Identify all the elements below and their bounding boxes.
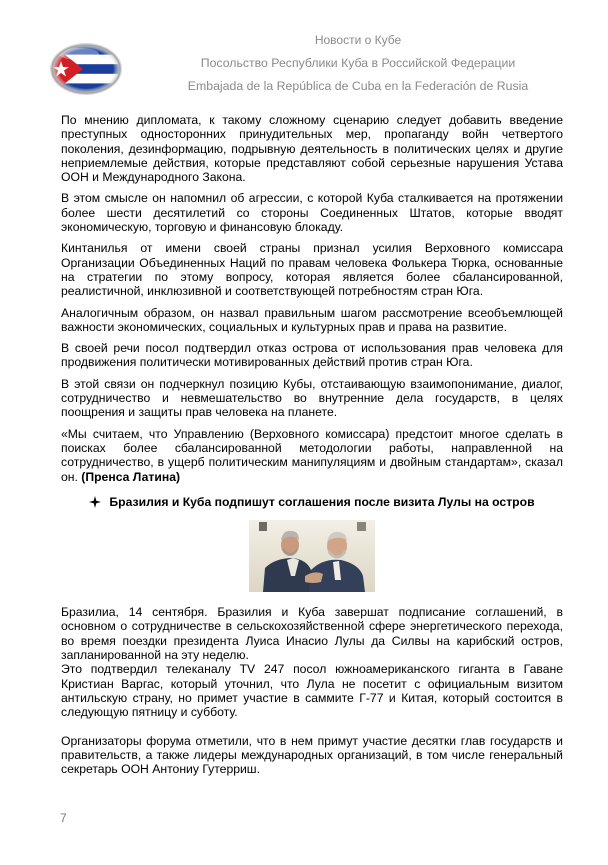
news-photo — [249, 520, 375, 592]
source-credit: (Пренса Латина) — [81, 469, 181, 484]
page-number: 7 — [60, 811, 67, 825]
article2-paragraph-1: Бразилиа, 14 сентября. Бразилия и Куба завершат подписание соглашений, в основном о сотрудничестве в сельскохозяйственной сфере энергетического перехода, во время поездки президента Луиса Инасио Лулы да Силвы на карибский остров, запланированной на эту неделю. — [61, 605, 563, 663]
paragraph-1: По мнению дипломата, к такому сложному сценарию следует добавить введение преступных односторонних принудительных мер, пропаганду войн четвертого поколения, дезинформацию, подрывную деятельность в политических целях и другие неприемлемые действия, которые представляют собой серьезные нарушения Устава ООН и Международного Закона. — [61, 113, 563, 185]
article2-paragraph-3: Организаторы форума отметили, что в нем примут участие десятки глав государств и правительств, а также лидеры международных организаций, в том числе генеральный секретарь ООН Антониу Гутерриш. — [61, 733, 563, 777]
page-header — [0, 0, 608, 110]
header-embassy-es: Embajada de la República de Cuba en la Federación de Rusia — [187, 79, 529, 93]
header-embassy-ru: Посольство Республики Куба в Российской Федерации — [200, 56, 516, 70]
article2-paragraph-2: Это подтвердил телеканалу TV 247 посол южноамериканского гиганта в Гаване Кристиан Варгас, который уточнил, что Лула не посетит с официальным визитом антильскую страну, но примет участие в саммите Г-77 и Китая, который состоится в следующую пятницу и субботу. — [61, 662, 563, 720]
header-title: Новости о Кубе — [314, 33, 402, 47]
diamond-bullet-icon — [89, 496, 101, 508]
paragraph-3: Кинтанилья от имени своей страны признал усилия Верховного комиссара Организации Объединенных Наций по правам человека Фолькера Тюрка, основанные на стратегии по этому вопросу, которая является более сбалансированной, реалистичной, инклюзивной и соответствующей потребностям стран Юга. — [61, 241, 563, 299]
paragraph-2: В этом смысле он напомнил об агрессии, с которой Куба сталкивается на протяжении более шести десятилетий со стороны Соединенных Штатов, которые вводят экономическую, торговую и финансовую блокаду. — [61, 191, 563, 235]
headline-text: Бразилия и Куба подпишут соглашения после визита Лулы на остров — [109, 494, 535, 509]
cuba-flag-logo — [49, 42, 123, 96]
paragraph-7 — [61, 427, 563, 484]
paragraph-5: В своей речи посол подтвердил отказ острова от использования прав человека для продвижения политически мотивированных действий против стран Юга. — [61, 341, 563, 370]
article-headline — [61, 495, 563, 509]
quote-text: «Мы считаем, что Управлению (Верховного комиссара) предстоит многое сделать в поисках более сбалансированной методологии работы, направленной на сотрудничество, в ущерб политическим манипуляциям и двойным стандартам», сказал он. — [61, 426, 563, 484]
page-content — [61, 113, 563, 783]
photo-container — [61, 520, 563, 592]
paragraph-4: Аналогичным образом, он назвал правильным шагом рассмотрение всеобъемлющей важности экономических, социальных и культурных прав и права на развитие. — [61, 305, 563, 334]
paragraph-6: В этой связи он подчеркнул позицию Кубы, отстаивающую взаимопонимание, диалог, сотрудничество и невмешательство во внутренние дела государств, в целях поощрения и защиты прав человека на планете. — [61, 376, 563, 420]
